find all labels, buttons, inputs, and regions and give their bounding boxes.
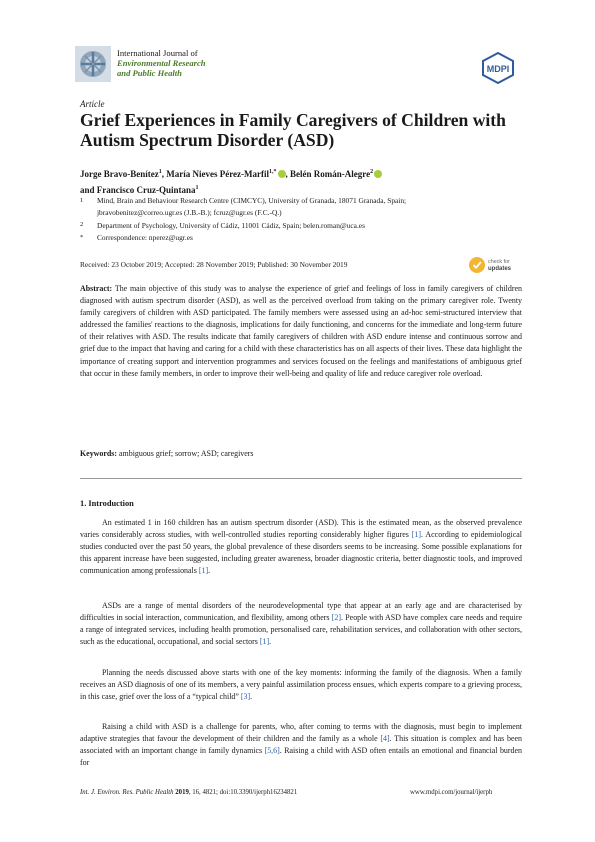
abstract-text: The main objective of this study was to analyse the experience of grief and feelings of loss in family caregivers of children diagnosed with autism spectrum disorder (ASD), as well as the perceived overload from taking on the primary caregiver role. Twenty family caregivers of children with ASD participated. The family members were assessed using an ad-hoc semi-structured interview that addressed the families' reactions to the diagnosis, implications for daily functioning, and concerns for the immediate and long-term future of their relatives with ASD. The results indicate that family caregivers of children with ASD endure intense and continuous sorrow and grief due to the impact that having and caring for a child with these characteristics has on all aspects of their lives. These data highlight the importance of creating support and intervention programmes and services focused on the feelings and manifestations of ambiguous grief that occur in these family members, in order to improve their well-being and quality of life and reduce caregiver role overload.: [80, 284, 522, 378]
author-name: and Francisco Cruz-Quintana: [80, 184, 196, 195]
paragraph-text: . According to epidemiological studies conducted over the past 50 years, the global prevalence of these disorders seems to be increasing. Some possible explanations for this apparent increase have been suggested, including greater awareness, broader diagnostic criteria, better diagnostic tools, and improved communication among professionals: [80, 530, 523, 576]
author-name: María Nieves Pérez-Marfil: [166, 169, 270, 179]
citation-link[interactable]: [1]: [198, 566, 209, 576]
abstract-label: Abstract:: [80, 284, 113, 293]
check-for-text: check for: [488, 259, 510, 265]
paper-title: Grief Experiences in Family Caregivers of Children with Autism Spectrum Disorder (ASD): [80, 110, 506, 150]
correspondence: Correspondence: nperez@ugr.es: [97, 233, 193, 242]
journal-line-2: Environmental Research: [117, 58, 206, 68]
paragraph: [80, 517, 522, 577]
citation-link[interactable]: [2]: [331, 613, 342, 623]
paragraph-text: .: [250, 692, 253, 702]
affiliation-mark: 2: [80, 221, 84, 228]
correspondence-mark: *: [80, 234, 84, 241]
footer-year: 2019: [175, 789, 189, 796]
footer-url[interactable]: www.mdpi.com/journal/ijerph: [410, 789, 493, 796]
dates-line: Received: 23 October 2019; Accepted: 28 November 2019; Published: 30 November 2019: [80, 260, 348, 269]
paragraph: [80, 600, 522, 648]
footer-citation: [80, 789, 297, 796]
check-for-updates-badge[interactable]: [468, 255, 523, 275]
paragraph-text: Raising a child with ASD is a challenge for parents, who, after coming to terms with the diagnosis, must begin to implement adaptive strategies that favour the development of their children and the family as a whole: [80, 722, 522, 744]
abstract: [80, 283, 522, 380]
author-affil-mark: 2: [370, 169, 374, 175]
keywords: [80, 449, 522, 458]
footer-journal: Int. J. Environ. Res. Public Health: [80, 789, 174, 796]
paragraph-text: . Raising a child with ASD often entails an emotional and financial burden for: [80, 746, 523, 768]
author-affil-mark: 1,*: [269, 169, 277, 175]
paragraph-text: .: [208, 566, 211, 576]
affiliation-text: Mind, Brain and Behaviour Research Centre (CIMCYC), University of Granada, 18071 Granada, Spain;: [97, 196, 407, 205]
author-list: Jorge Bravo-Benítez$^1$, María Nieves Pérez-Marfil$^{1,*}$ , Belén Román-Alegre$^2$ and Francisco Cruz-Quintana$^1$: [80, 166, 530, 197]
paragraph: [80, 721, 522, 769]
paragraph-text: ASDs are a range of mental disorders of the neurodevelopmental type that appear at an early age and are characterised by difficulties in social interaction, communication, and flexibility, among others: [80, 601, 522, 623]
orcid-icon[interactable]: [374, 170, 382, 178]
author-affil-mark: 1: [158, 169, 162, 175]
mdpi-logo-text: MDPI: [486, 64, 510, 74]
keywords-text: ambiguous grief; sorrow; ASD; caregivers: [119, 449, 254, 458]
citation-link[interactable]: [1]: [411, 530, 421, 540]
journal-name: [117, 48, 206, 78]
affiliation-text: Department of Psychology, University of Cádiz, 11001 Cádiz, Spain; belen.roman@uca.es: [97, 221, 365, 230]
paragraph-text: . This situation is complex and has been associated with an important change in family dynamics: [80, 734, 523, 756]
article-type: Article: [80, 99, 105, 109]
paragraph-text: .: [269, 637, 272, 647]
section-heading: 1. Introduction: [80, 499, 134, 508]
mdpi-logo: [481, 52, 515, 84]
paragraph-text: . People with ASD have complex care needs and require a range of integrated services, including health promotion, personalised care, rehabilitation services, and collaboration with other sectors, such as the educational, occupational, and social sectors: [80, 613, 522, 647]
divider: [80, 478, 522, 479]
journal-logo: [75, 46, 111, 82]
journal-line-1: International Journal of: [117, 48, 198, 58]
citation-link[interactable]: [3]: [240, 692, 251, 702]
citation-link[interactable]: [1]: [259, 637, 270, 647]
keywords-label: Keywords:: [80, 449, 118, 458]
affiliation-mark: 1: [80, 197, 84, 204]
orcid-icon[interactable]: [278, 170, 286, 178]
author-affil-mark: 1: [195, 184, 199, 191]
paragraph-text: An estimated 1 in 160 children has an autism spectrum disorder (ASD). This is the estimated mean, as the observed prevalence varies considerably across studies, with well-controlled studies reporting considerably higher figures: [80, 518, 522, 540]
updates-text: updates: [488, 266, 512, 272]
citation-link[interactable]: [5,6]: [264, 746, 280, 756]
paragraph-text: Planning the needs discussed above starts with one of the key moments: informing the family of the diagnosis. When a family receives an ASD diagnosis of one of its members, a very painful assimilation process ensues, which experts compare to a grieving process, in this case, grief over the loss of a “typical child”: [80, 668, 522, 702]
citation-link[interactable]: [4]: [380, 734, 390, 744]
author-name: Belén Román-Alegre: [290, 169, 371, 179]
affiliation-emails: jbravobenitez@correo.ugr.es (J.B.-B.); fcruz@ugr.es (F.C.-Q.): [97, 208, 282, 217]
journal-line-3: and Public Health: [117, 68, 182, 78]
paragraph: [80, 667, 522, 703]
footer-doi: , 16, 4821; doi:10.3390/ijerph16234821: [188, 789, 298, 796]
author-name: Jorge Bravo-Benítez: [80, 169, 159, 179]
